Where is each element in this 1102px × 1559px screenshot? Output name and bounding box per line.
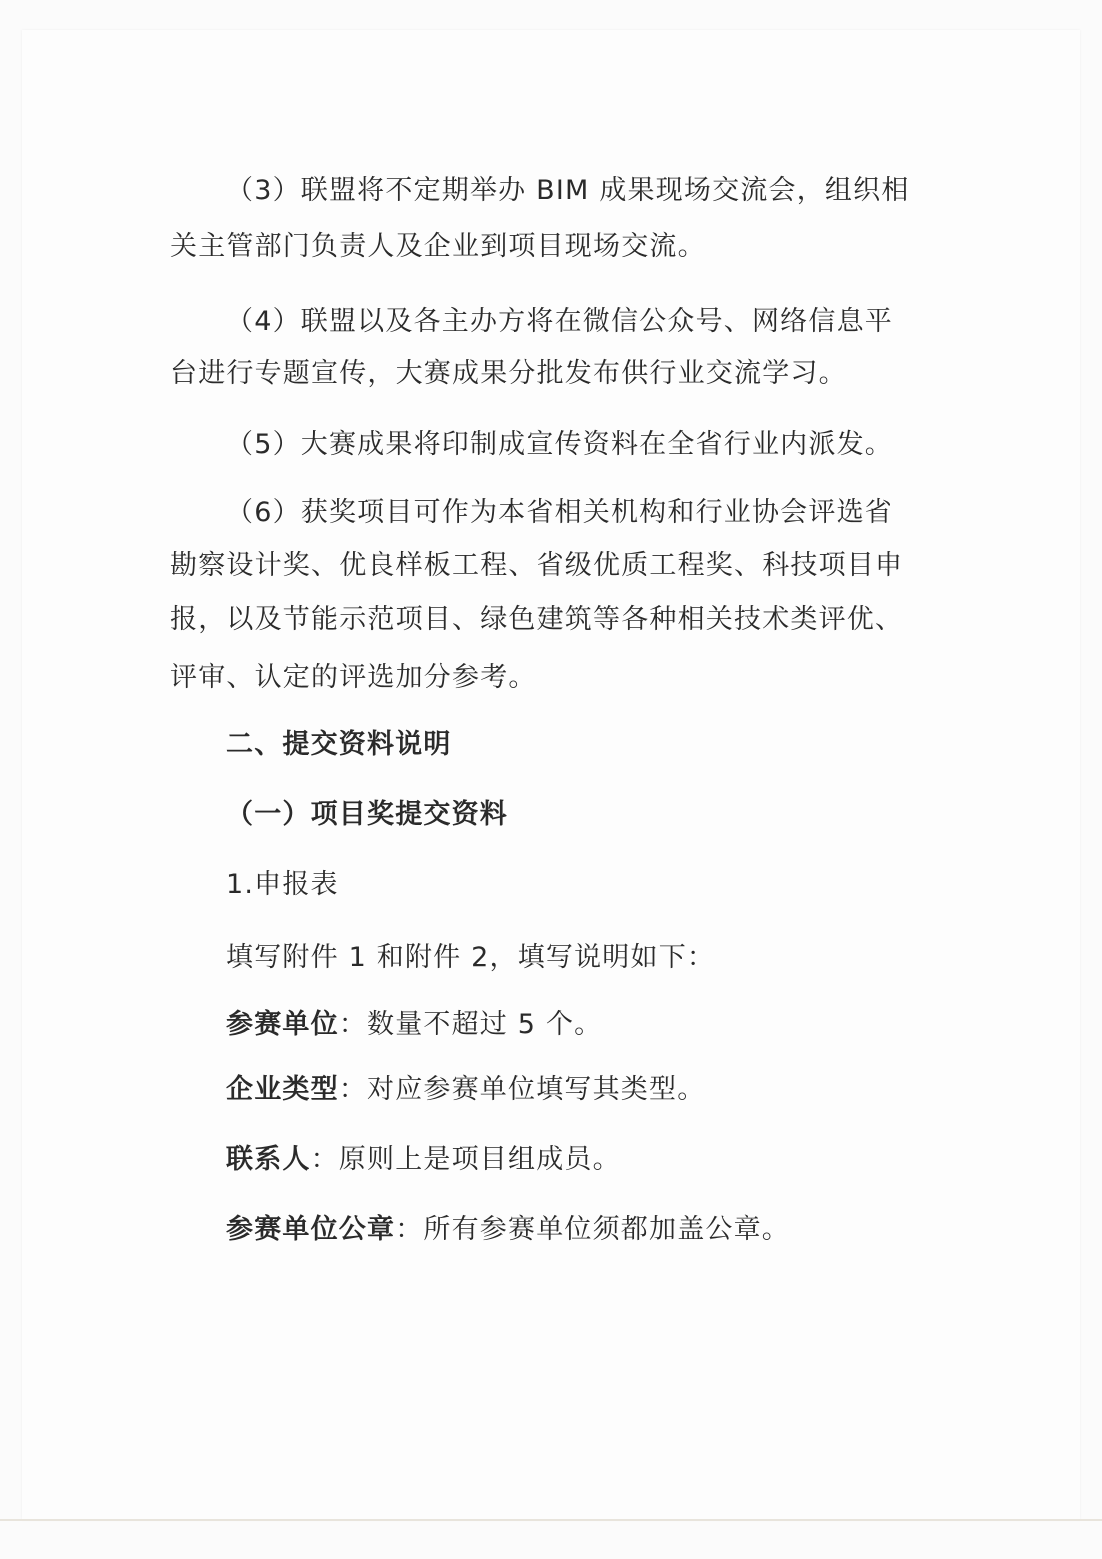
item-1-heading: 1.申报表	[226, 869, 339, 900]
page-bottom-edge	[0, 1519, 1102, 1521]
field-company-type	[226, 1072, 705, 1108]
field-contact	[226, 1142, 621, 1178]
para-4-line-1: （4）联盟以及各主办方将在微信公众号、网络信息平	[226, 306, 893, 337]
subsection-heading: （一）项目奖提交资料	[226, 799, 508, 830]
field-official-seal	[226, 1212, 790, 1248]
field-participating-units	[226, 1007, 602, 1043]
field-text: ：原则上是项目组成员。	[310, 1144, 621, 1175]
para-6-line-2: 勘察设计奖、优良样板工程、省级优质工程奖、科技项目申	[170, 550, 904, 581]
para-6-line-4: 评审、认定的评选加分参考。	[170, 662, 537, 693]
field-text: ：所有参赛单位须都加盖公章。	[395, 1214, 791, 1245]
field-label: 参赛单位	[226, 1009, 339, 1040]
field-text: ：对应参赛单位填写其类型。	[338, 1074, 706, 1105]
field-label: 联系人	[226, 1144, 311, 1175]
field-text: ：数量不超过 5 个。	[338, 1009, 603, 1040]
para-6-line-1: （6）获奖项目可作为本省相关机构和行业协会评选省	[226, 497, 893, 528]
para-5-line-1: （5）大赛成果将印制成宣传资料在全省行业内派发。	[226, 429, 893, 460]
para-6-line-3: 报，以及节能示范项目、绿色建筑等各种相关技术类评优、	[170, 604, 904, 635]
field-label: 企业类型	[226, 1074, 339, 1105]
para-3-line-1: （3）联盟将不定期举办 BIM 成果现场交流会，组织相	[226, 175, 910, 206]
para-4-line-2: 台进行专题宣传，大赛成果分批发布供行业交流学习。	[170, 358, 847, 389]
intro-text: 填写附件 1 和附件 2，填写说明如下：	[226, 942, 716, 973]
section-heading: 二、提交资料说明	[226, 729, 452, 760]
para-3-line-2: 关主管部门负责人及企业到项目现场交流。	[170, 231, 706, 262]
field-label: 参赛单位公章	[226, 1214, 396, 1245]
